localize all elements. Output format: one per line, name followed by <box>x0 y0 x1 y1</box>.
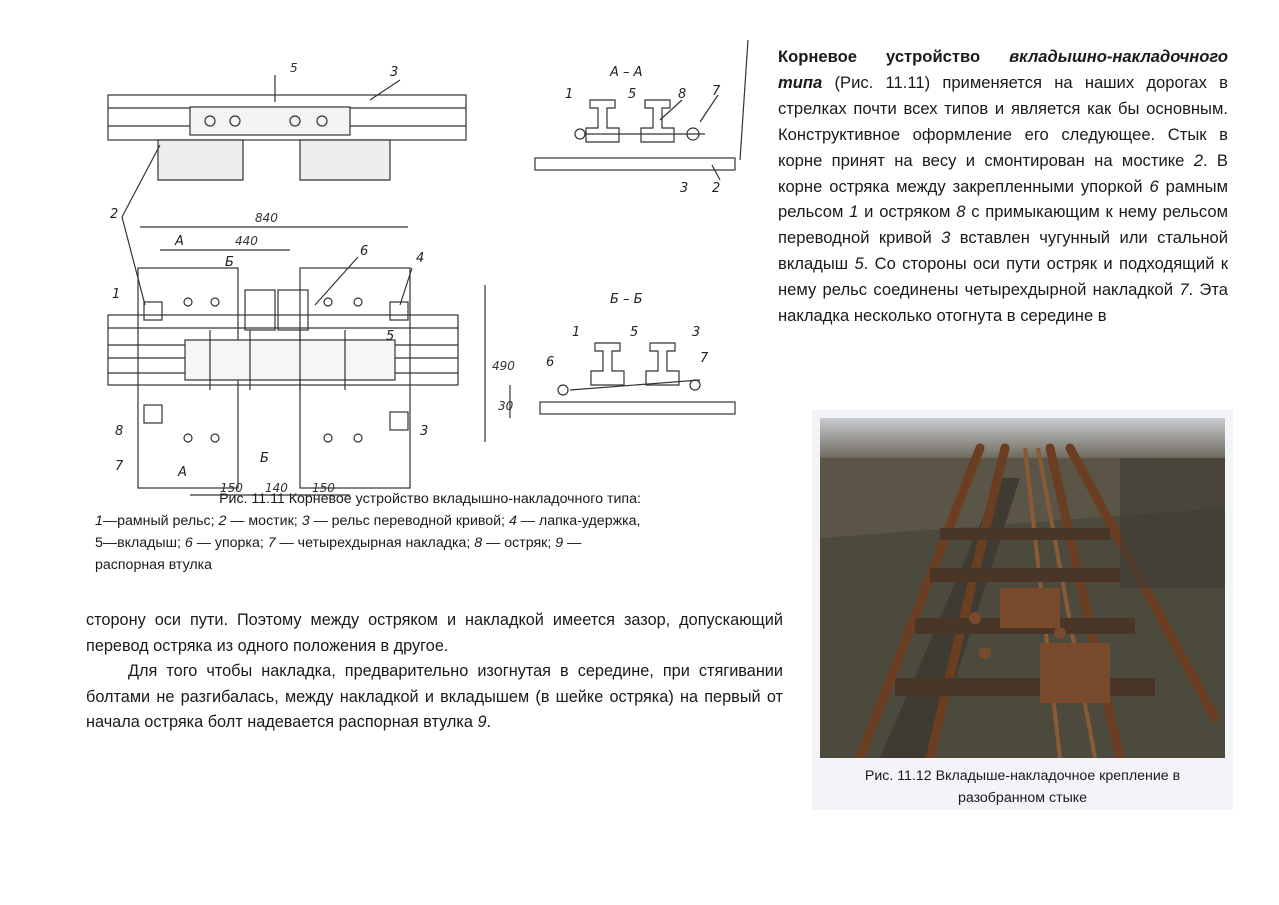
dim-150-left: 150 <box>220 481 243 495</box>
aa-callout-8: 8 <box>678 87 687 102</box>
ref-3: 3 <box>941 228 951 248</box>
mark-a-top: А <box>175 234 184 249</box>
legend-tail: распорная втулка <box>95 557 213 573</box>
body-4: и остряком <box>858 202 957 222</box>
callout-1: 1 <box>112 287 121 302</box>
legend-num-4: 4 <box>508 513 517 529</box>
ref-2: 2 <box>1193 150 1203 170</box>
mark-a-bottom: А <box>178 465 187 480</box>
mark-b-bottom: Б <box>260 451 269 466</box>
ref-5: 5 <box>854 254 864 274</box>
bb-callout-5: 5 <box>630 325 639 340</box>
legend-text-5: —вкладыш; <box>102 535 185 551</box>
ref-1: 1 <box>849 202 859 222</box>
legend-num-9: 9 <box>555 535 564 551</box>
callout-5: 5 <box>386 329 395 344</box>
legend-text-9: — <box>563 535 582 551</box>
legend-num-8: 8 <box>474 535 483 551</box>
aa-callout-1: 1 <box>565 87 574 102</box>
callout-6: 6 <box>360 244 369 259</box>
aa-callout-7: 7 <box>712 84 721 99</box>
bb-callout-1: 1 <box>572 325 581 340</box>
legend-text-1: —рамный рельс; <box>102 513 219 529</box>
label-section-bb: Б – Б <box>610 292 643 307</box>
dim-5: 5 <box>290 61 298 75</box>
body-2: . В корне остряка между закрепленными упоркой <box>778 150 1228 196</box>
aa-callout-3: 3 <box>680 181 689 196</box>
figure-2-caption: Рис. 11.12 Вкладыше-накладочное крепление в разобранном стыке <box>864 768 1181 806</box>
legend-text-3: — рельс переводной кривой; <box>309 513 509 529</box>
callout-4: 4 <box>416 251 425 266</box>
legend-num-6: 6 <box>184 535 193 551</box>
figure-1-caption-title: Рис. 11.11 Корневое устройство вкладышно-накладочного типа: <box>219 491 641 507</box>
legend-text-8: — остряк; <box>482 535 556 551</box>
body-7: . Со стороны оси пути остряк и подходящий к нему рельс соединены четырехдырной накладкой <box>778 254 1228 300</box>
bb-callout-7: 7 <box>700 351 709 366</box>
legend-text-6: — упорка; <box>192 535 268 551</box>
bb-callout-3: 3 <box>692 325 701 340</box>
body-1: (Рис. 11.11) применяется на наших дорогах в стрелках почти всех типов и является как бы основным. Конструктивное оформление его следующее. Стык в корне принят на весу и смонтирован на мостике <box>778 72 1228 170</box>
ref-8: 8 <box>956 202 966 222</box>
body-5: с примыкающим к нему рельсом переводной кривой <box>778 202 1228 248</box>
heading-plain: Корневое устройство <box>778 47 1010 66</box>
paragraph-2 <box>86 659 783 736</box>
callout-2: 2 <box>110 207 119 222</box>
right-column-text <box>778 44 1228 329</box>
technical-drawing <box>100 40 765 508</box>
figure-1-caption <box>95 488 765 576</box>
paragraph-2-end: . <box>486 713 492 731</box>
legend-num-5: 5 <box>95 535 103 551</box>
heading-italic: вкладышно-накладочного типа <box>778 47 1228 92</box>
body-8: . Эта накладка несколько отогнута в середине в <box>778 280 1228 326</box>
bb-callout-6: 6 <box>546 355 555 370</box>
ref-9: 9 <box>477 713 487 731</box>
dim-30: 30 <box>498 399 514 413</box>
rail-joint-photo <box>820 418 1225 758</box>
callout-7: 7 <box>115 459 124 474</box>
paragraph-2-text: Для того чтобы накладка, предварительно изогнутая в середине, при стягивании болтами не разгибалась, между накладкой и вкладышем (в шейке остряка) на первый от начала остряка болт надевается распорная втулка <box>86 662 783 731</box>
legend-text-7: — четырехдырная накладка; <box>275 535 475 551</box>
dim-440: 440 <box>235 234 258 248</box>
legend-num-2: 2 <box>218 513 227 529</box>
dim-840: 840 <box>255 211 278 225</box>
ref-6: 6 <box>1149 176 1159 196</box>
lower-column-text <box>86 608 783 736</box>
body-3: рамным рельсом <box>778 176 1228 222</box>
body-6: вставлен чугунный или стальной вкладыш <box>778 228 1228 274</box>
legend-text-4: — лапка-удержка, <box>516 513 641 529</box>
aa-callout-2: 2 <box>712 181 721 196</box>
callout-8: 8 <box>115 424 124 439</box>
figure-1-legend <box>95 513 640 573</box>
legend-num-7: 7 <box>267 535 276 551</box>
paragraph-1: сторону оси пути. Поэтому между остряком и накладкой имеется зазор, допускающий перевод остряка из одного положения в другое. <box>86 611 783 655</box>
legend-num-3: 3 <box>301 513 310 529</box>
legend-num-1: 1 <box>95 513 103 529</box>
callout-3: 3 <box>420 424 429 439</box>
dim-490: 490 <box>492 359 515 373</box>
legend-text-2: — мостик; <box>226 513 302 529</box>
dim-150-right: 150 <box>312 481 335 495</box>
callout-3-top: 3 <box>390 65 399 80</box>
mark-b-top: Б <box>225 255 234 270</box>
dim-140: 140 <box>265 481 288 495</box>
label-section-aa: А – А <box>610 65 643 80</box>
aa-callout-5: 5 <box>628 87 637 102</box>
ref-7: 7 <box>1179 280 1189 300</box>
